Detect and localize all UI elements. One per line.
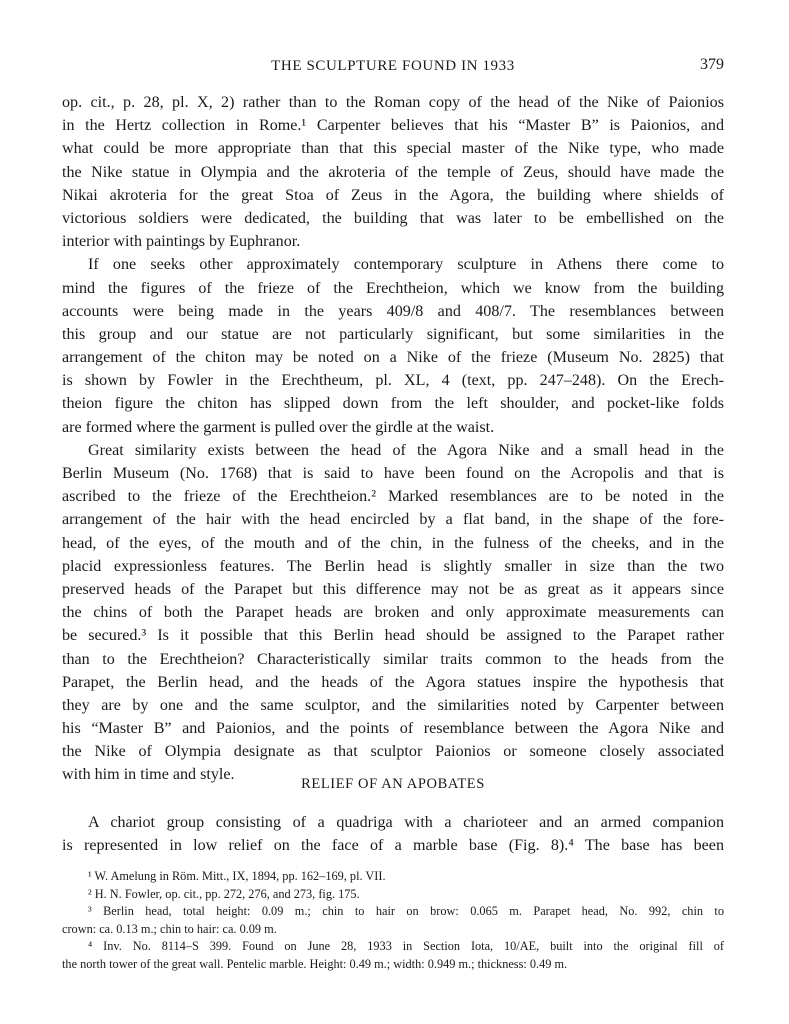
body-line: Parapet, the Berlin head, and the heads of the Agora statues inspire the hypothesis that (62, 673, 724, 691)
body-text (62, 91, 724, 787)
page-number: 379 (700, 56, 724, 73)
body-line: victorious soldiers were dedicated, the building that was later to be embellished on the (62, 209, 724, 227)
section-line: is represented in low relief on the face of a marble base (Fig. 8).⁴ The base has been (62, 837, 724, 855)
body-line: they are by one and the same sculptor, and the similarities noted by Carpenter between (62, 696, 724, 714)
body-line: ascribed to the frieze of the Erechtheion.² Marked resemblances are to be noted in the (62, 488, 724, 506)
body-line: arrangement of the hair with the head encircled by a flat band, in the shape of the fore- (62, 511, 724, 529)
body-line: arrangement of the chiton may be noted on a Nike of the frieze (Museum No. 2825) that (62, 349, 724, 367)
body-line: be secured.³ Is it possible that this Berlin head should be assigned to the Parapet rather (62, 627, 724, 645)
body-line: head, of the eyes, of the mouth and of the chin, in the fulness of the cheeks, and in the (62, 534, 724, 552)
body-line: Nikai akroteria for the great Stoa of Zeus in the Agora, the building where shields of (62, 186, 724, 204)
footnote-continuation: crown: ca. 0.13 m.; chin to hair: ca. 0.09 m. (62, 921, 277, 936)
body-line: in the Hertz collection in Rome.¹ Carpenter believes that his “Master B” is Paionios, and (62, 117, 724, 135)
footnote: ⁴ Inv. No. 8114–S 399. Found on June 28, 1933 in Section Iota, 10/AE, built into the original fill of (88, 939, 724, 953)
body-line: than to the Erechtheion? Characteristically similar traits common to the heads from the (62, 650, 724, 668)
body-line: the Nike of Olympia designate as that sculptor Paionios or someone closely associated (62, 743, 724, 761)
body-line: are formed where the garment is pulled over the girdle at the waist. (62, 418, 495, 436)
body-line: op. cit., p. 28, pl. X, 2) rather than to the Roman copy of the head of the Nike of Paionios (62, 94, 724, 111)
footnotes (62, 868, 724, 973)
body-line: placid expressionless features. The Berlin head is slightly smaller in size than the two (62, 557, 724, 575)
footnote: ¹ W. Amelung in Röm. Mitt., IX, 1894, pp. 162–169, pl. VII. (88, 869, 386, 883)
body-line: this group and our statue are not particularly significant, but some similarities in the (62, 325, 724, 343)
body-line: accounts were being made in the years 409/8 and 408/7. The resemblances between (62, 302, 724, 320)
body-line: Great similarity exists between the head of the Agora Nike and a small head in the (88, 441, 724, 459)
body-line: theion figure the chiton has slipped down from the left shoulder, and pocket-like folds (62, 395, 724, 413)
body-line: preserved heads of the Parapet but this difference may not be as great as it appears since (62, 580, 724, 598)
body-line: the chins of both the Parapet heads are broken and only approximate measurements can (62, 604, 724, 622)
body-line: If one seeks other approximately contemporary sculpture in Athens there come to (88, 256, 724, 274)
body-line: what could be more appropriate than that this special master of the Nike type, who made (62, 140, 724, 158)
body-line: interior with paintings by Euphranor. (62, 233, 301, 251)
section-heading: RELIEF OF AN APOBATES (301, 776, 485, 792)
section-line: A chariot group consisting of a quadriga with a charioteer and an armed companion (88, 814, 724, 831)
body-line: Berlin Museum (No. 1768) that is said to have been found on the Acropolis and that is (62, 465, 724, 482)
body-line: the Nike statue in Olympia and the akroteria of the temple of Zeus, should have made the (62, 163, 724, 181)
footnote: ³ Berlin head, total height: 0.09 m.; chin to hair on brow: 0.065 m. Parapet head, No. 992, chin to (88, 904, 724, 918)
section-body-text (62, 811, 724, 857)
body-line: with him in time and style. (62, 766, 235, 784)
footnote-continuation: the north tower of the great wall. Pentelic marble. Height: 0.49 m.; width: 0.949 m.; thickness: 0.49 m. (62, 956, 568, 971)
body-line: is shown by Fowler in the Erechtheum, pl. XL, 4 (text, pp. 247–248). On the Erech- (62, 372, 724, 390)
running-title: THE SCULPTURE FOUND IN 1933 (271, 58, 515, 74)
body-line: mind the figures of the frieze of the Erechtheion, which we know from the building (62, 279, 724, 297)
body-line: his “Master B” and Paionios, and the points of resemblance between the Agora Nike and (62, 720, 724, 738)
running-head (62, 56, 724, 78)
footnote: ² H. N. Fowler, op. cit., pp. 272, 276, and 273, fig. 175. (88, 886, 360, 901)
